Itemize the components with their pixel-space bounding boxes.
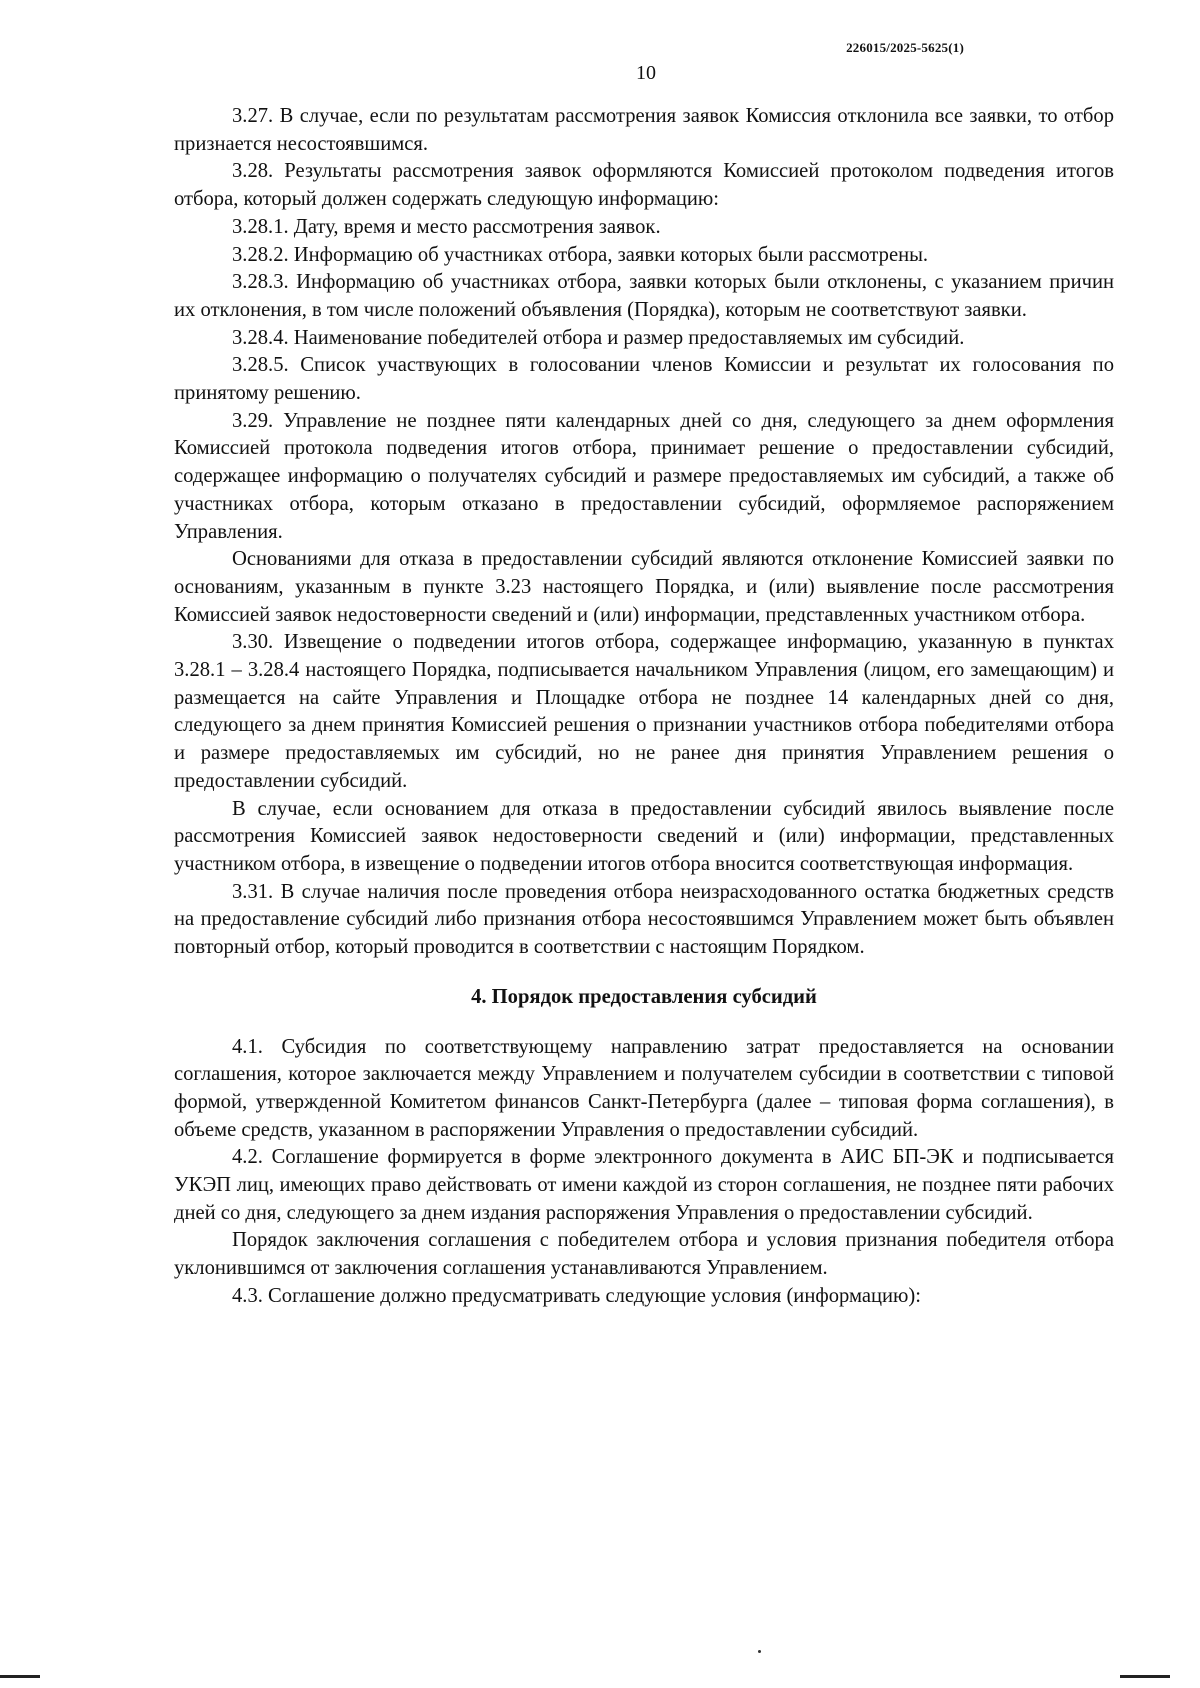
paragraph-3-30: 3.30. Извещение о подведении итогов отбора, содержащее информацию, указанную в пунктах 3.28.1 – 3.28.4 настоящего Порядка, подписывается начальником Управления (лицом, его замещающим) и размещается на сайте Управления и Площадке отбора не позднее 14 календарных дней со дня, следующего за днем принятия Комиссией решения о признании участников отбора победителями отбора и размере предоставляемых им субсидий, но не ранее дня принятия Управлением решения о предоставлении субсидий. [174,631,1114,792]
section-heading: 4. Порядок предоставления субсидий [471,985,817,1008]
paragraph-3-28-4: 3.28.4. Наименование победителей отбора и размер предоставляемых им субсидий. [232,326,965,349]
paragraph-refusal-notice: В случае, если основанием для отказа в предоставлении субсидий явилось выявление после рассмотрения Комиссией заявок недостоверности сведений и (или) информации, представленных участником отбора, в извещение о подведении итогов отбора вносится соответствующая информация. [174,797,1114,875]
paragraph-3-28-1: 3.28.1. Дату, время и место рассмотрения заявок. [232,215,661,238]
paragraph-refusal-grounds: Основаниями для отказа в предоставлении субсидий являются отклонение Комиссией заявки по основаниям, указанным в пункте 3.23 настоящего Порядка, и (или) выявление после рассмотрения Комиссией заявок недостоверности сведений и (или) информации, представленных участником отбора. [174,548,1114,626]
paragraph-agreement-procedure: Порядок заключения соглашения с победителем отбора и условия признания победителя отбора уклонившимся от заключения соглашения устанавливаются Управлением. [174,1229,1114,1280]
scan-edge-mark-right [1120,1675,1170,1678]
paragraph-4-1: 4.1. Субсидия по соответствующему направлению затрат предоставляется на основании соглашения, которое заключается между Управлением и получателем субсидии в соответствии с типовой формой, утвержденной Комитетом финансов Санкт-Петербурга (далее – типовая форма соглашения), в объеме средств, указанном в распоряжении Управления о предоставлении субсидий. [174,1035,1114,1141]
paragraph-3-27: 3.27. В случае, если по результатам рассмотрения заявок Комиссия отклонила все заявки, то отбор признается несостоявшимся. [174,105,1114,155]
paragraph-3-28-3: 3.28.3. Информацию об участниках отбора, заявки которых были отклонены, с указанием причин их отклонения, в том числе положений объявления (Порядка), которым не соответствуют заявки. [174,271,1114,321]
document-registration-number: 226015/2025-5625(1) [846,40,964,55]
paragraph-4-3: 4.3. Соглашение должно предусматривать следующие условия (информацию): [232,1284,922,1307]
paragraph-3-28: 3.28. Результаты рассмотрения заявок оформляются Комиссией протоколом подведения итогов отбора, который должен содержать следующую информацию: [174,160,1114,211]
document-body [174,103,1114,1311]
page-number: 10 [636,62,656,84]
paragraph-4-2: 4.2. Соглашение формируется в форме электронного документа в АИС БП-ЭК и подписывается УКЭП лиц, имеющих право действовать от имени каждой из сторон соглашения, не позднее пяти рабочих дней со дня, следующего за днем издания распоряжения Управления о предоставлении субсидий. [174,1146,1114,1224]
scan-edge-mark-left [0,1675,40,1678]
paragraph-3-28-2: 3.28.2. Информацию об участниках отбора, заявки которых были рассмотрены. [232,243,929,266]
paragraph-3-28-5: 3.28.5. Список участвующих в голосовании членов Комиссии и результат их голосования по принятому решению. [174,354,1114,405]
paragraph-3-31: 3.31. В случае наличия после проведения отбора неизрасходованного остатка бюджетных средств на предоставление субсидий либо признания отбора несостоявшимся Управлением может быть объявлен повторный отбор, который проводится в соответствии с настоящим Порядком. [174,880,1114,959]
scan-speck [758,1650,761,1653]
paragraph-3-29: 3.29. Управление не позднее пяти календарных дней со дня, следующего за днем оформления Комиссией протокола подведения итогов отбора, принимает решение о предоставлении субсидий, содержащее информацию о получателях субсидий и размере предоставляемых им субсидий, а также об участниках отбора, которым отказано в предоставлении субсидий, оформляемое распоряжением Управления. [174,409,1114,543]
